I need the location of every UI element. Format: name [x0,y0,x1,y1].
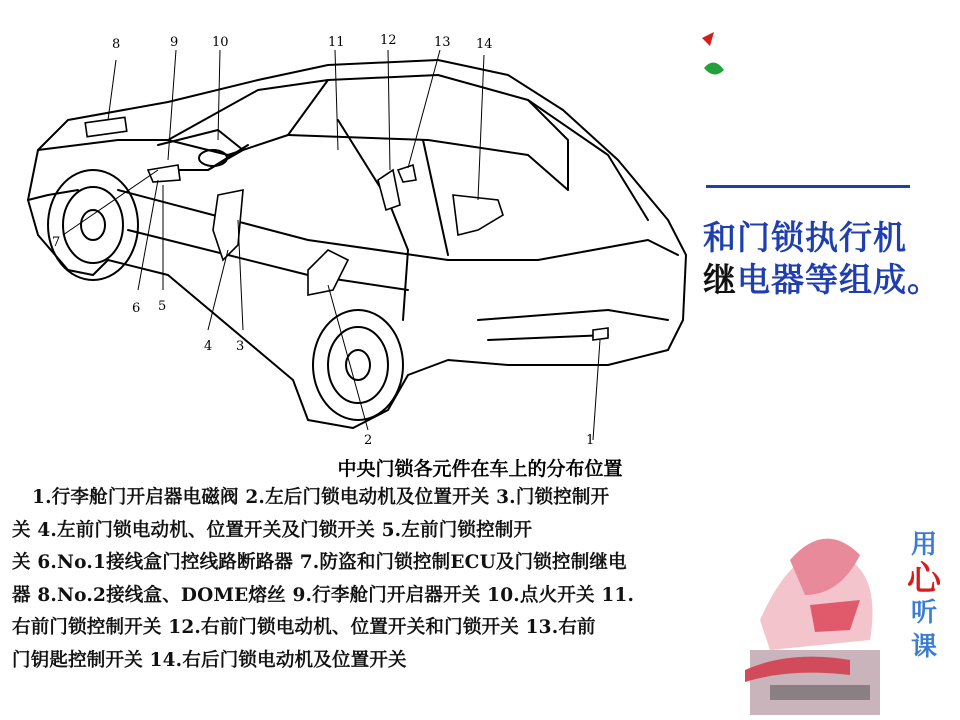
callout-13: 13 [434,35,451,50]
callout-6: 6 [132,301,141,316]
side-text-line-2 [703,254,941,301]
legend-line: 门钥匙控制开关 14.右后门锁电动机及位置开关 [12,649,407,671]
heart-icon: 心 [907,559,941,599]
badge-char-1: 用 [910,530,937,560]
listen-carefully-badge [904,528,944,664]
side-text-line-2-prefix: 继 [703,260,737,299]
callout-10: 10 [212,35,229,50]
callout-5: 5 [158,299,167,314]
callout-4: 4 [204,339,213,354]
legend-line: 关 6.No.1接线盒门控线路断路器 7.防盗和门锁控制ECU及门锁控制继电 [12,552,627,573]
side-text-line-2-rest: 电器等组成。 [737,260,941,299]
badge-char-4: 课 [910,632,937,662]
figure-caption: 中央门锁各元件在车上的分布位置 [337,458,623,480]
car-diagram [8,20,698,460]
callout-14: 14 [476,37,493,52]
logo-fragment-icon [700,30,730,80]
callout-8: 8 [112,37,121,52]
legend-line: 1.行李舱门开启器电磁阀 2.左后门锁电动机及位置开关 3.门锁控制开 [32,487,610,508]
callout-7: 7 [52,235,61,250]
callout-9: 9 [170,35,179,50]
callout-1: 1 [586,433,595,448]
side-text-line-1: 和门锁执行机 [703,218,907,257]
legend-line: 关 4.左前门锁电动机、位置开关及门锁开关 5.左前门锁控制开 [12,519,533,541]
callout-3: 3 [236,339,245,354]
callout-12: 12 [380,33,397,48]
callout-11: 11 [328,35,345,50]
badge-char-3: 听 [910,598,937,628]
legend-line: 器 8.No.2接线盒、DOME熔丝 9.行李舱门开启器开关 10.点火开关 11. [12,584,635,606]
car-outline-drawing [8,20,698,460]
accent-rule [706,185,910,188]
legend-line: 右前门锁控制开关 12.右前门锁电动机、位置开关和门锁开关 13.右前 [12,617,596,638]
callout-2: 2 [364,433,373,448]
